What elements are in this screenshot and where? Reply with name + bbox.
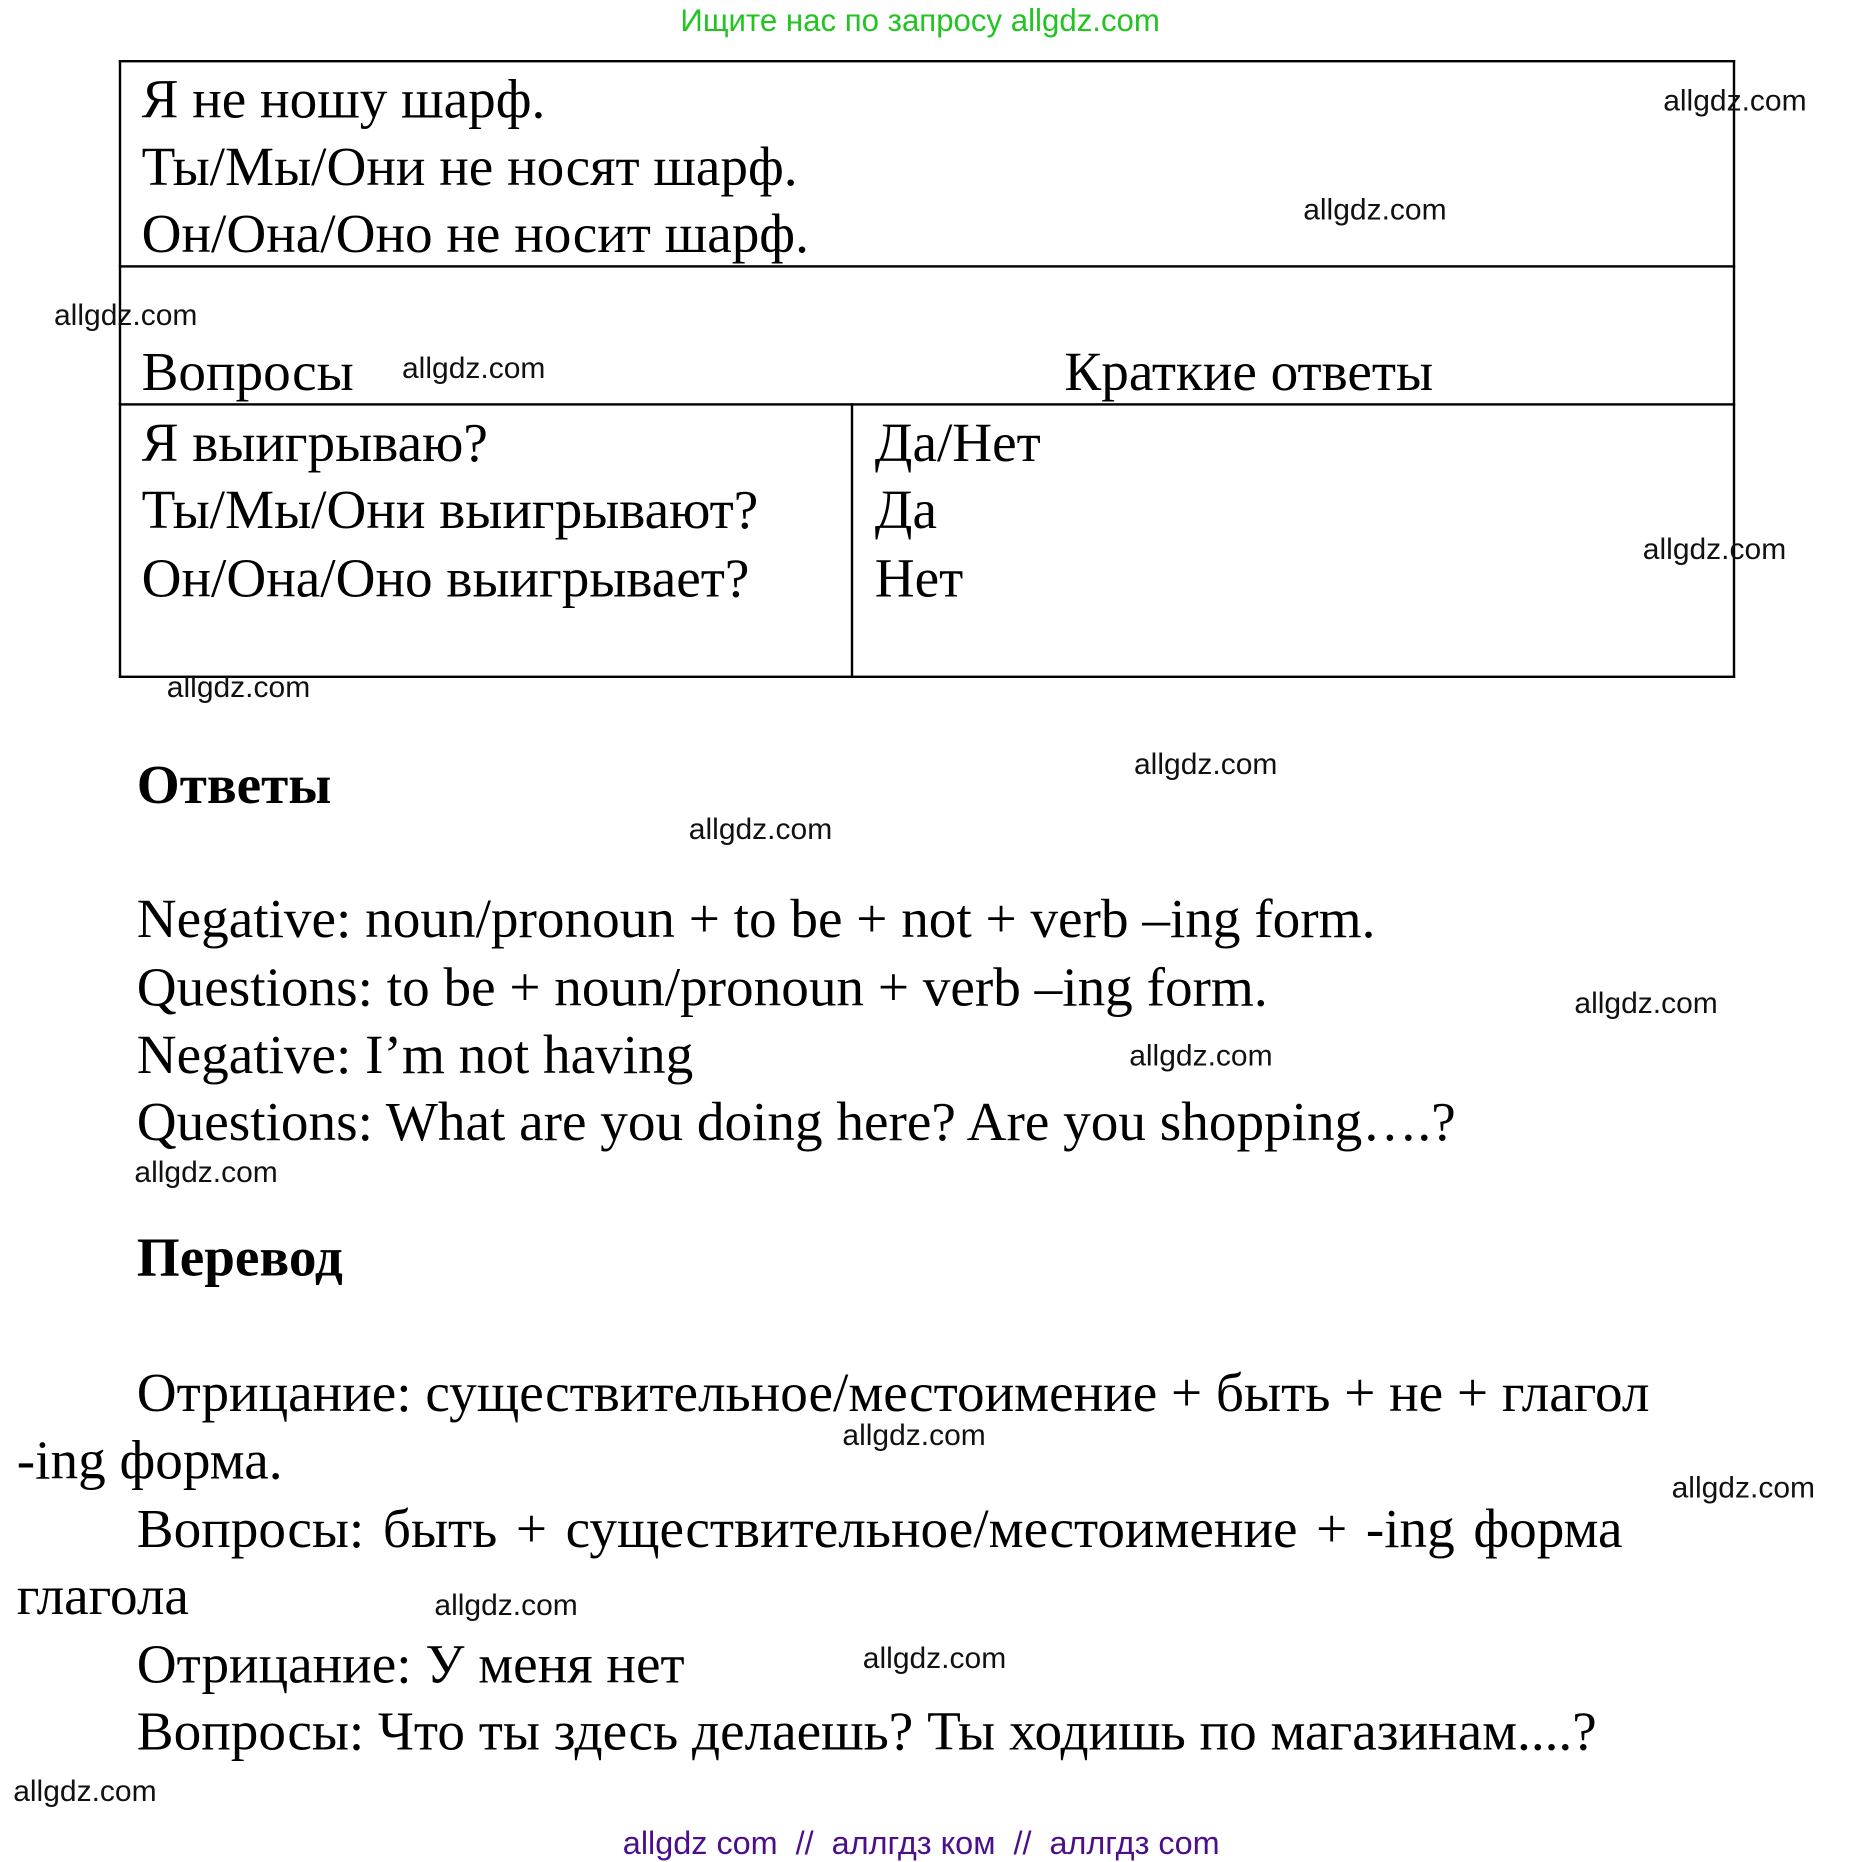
translation-line: Отрицание: У меня нет (136, 1633, 685, 1695)
negative-row: Я не ношу шарф. (141, 68, 546, 130)
answer-row: Да (874, 478, 937, 540)
answer-line: Questions: What are you doing here? Are you shopping….? (136, 1090, 1456, 1152)
watermark: allgdz.com (434, 1588, 578, 1623)
question-row: Я выигрываю? (141, 411, 488, 473)
watermark: allgdz.com (1574, 986, 1718, 1021)
table-border-left (119, 60, 121, 678)
top-banner[interactable]: Ищите нас по запросу allgdz.com (680, 2, 1160, 39)
watermark: allgdz.com (1671, 1471, 1816, 1505)
answer-line: Negative: I’m not having (136, 1023, 694, 1085)
negative-row: Он/Она/Оно не носит шарф. (141, 202, 809, 264)
translation-line: Вопросы: быть + существительное/местоимение + -ing форма (136, 1497, 1623, 1559)
translation-line: глагола (16, 1564, 189, 1627)
watermark: allgdz.com (1663, 84, 1807, 118)
watermark: allgdz.com (1129, 1039, 1273, 1073)
table-border-bottom (119, 676, 1735, 678)
watermark: allgdz.com (134, 1155, 278, 1190)
answer-row: Нет (874, 547, 964, 609)
negative-row: Ты/Мы/Они не носят шарф. (141, 135, 798, 197)
table-border-right (1733, 60, 1735, 678)
watermark: allgdz.com (862, 1641, 1007, 1676)
short-answers-header: Краткие ответы (1064, 340, 1434, 403)
watermark: allgdz.com (842, 1418, 986, 1452)
watermark: allgdz.com (402, 351, 546, 386)
answers-heading: Ответы (136, 753, 332, 815)
watermark: allgdz.com (13, 1774, 157, 1809)
translation-heading: Перевод (136, 1226, 343, 1288)
watermark: allgdz.com (166, 670, 311, 705)
answer-line: Questions: to be + noun/pronoun + verb –ing form. (136, 956, 1268, 1018)
table-border-top (119, 60, 1735, 62)
watermark: allgdz.com (1303, 193, 1447, 227)
watermark: allgdz.com (1134, 747, 1278, 782)
watermark: allgdz.com (688, 812, 833, 847)
translation-line: -ing форма. (16, 1429, 283, 1491)
question-row: Ты/Мы/Они выигрывают? (141, 478, 759, 540)
table-column-divider (851, 403, 853, 677)
watermark: allgdz.com (1642, 532, 1787, 567)
translation-line: Отрицание: существительное/местоимение + быть + не + глагол (136, 1362, 1650, 1424)
footer-watermark[interactable]: allgdz com // аллгдз ком // аллгдз com (622, 1825, 1220, 1862)
translation-line: Вопросы: Что ты здесь делаешь? Ты ходишь по магазинам....? (136, 1700, 1597, 1762)
question-row: Он/Она/Оно выигрывает? (141, 547, 750, 609)
questions-header: Вопросы (141, 340, 354, 403)
answer-row: Да/Нет (874, 411, 1041, 473)
answer-line: Negative: noun/pronoun + to be + not + verb –ing form. (136, 888, 1376, 950)
table-divider (119, 403, 1735, 405)
watermark: allgdz.com (54, 298, 198, 333)
